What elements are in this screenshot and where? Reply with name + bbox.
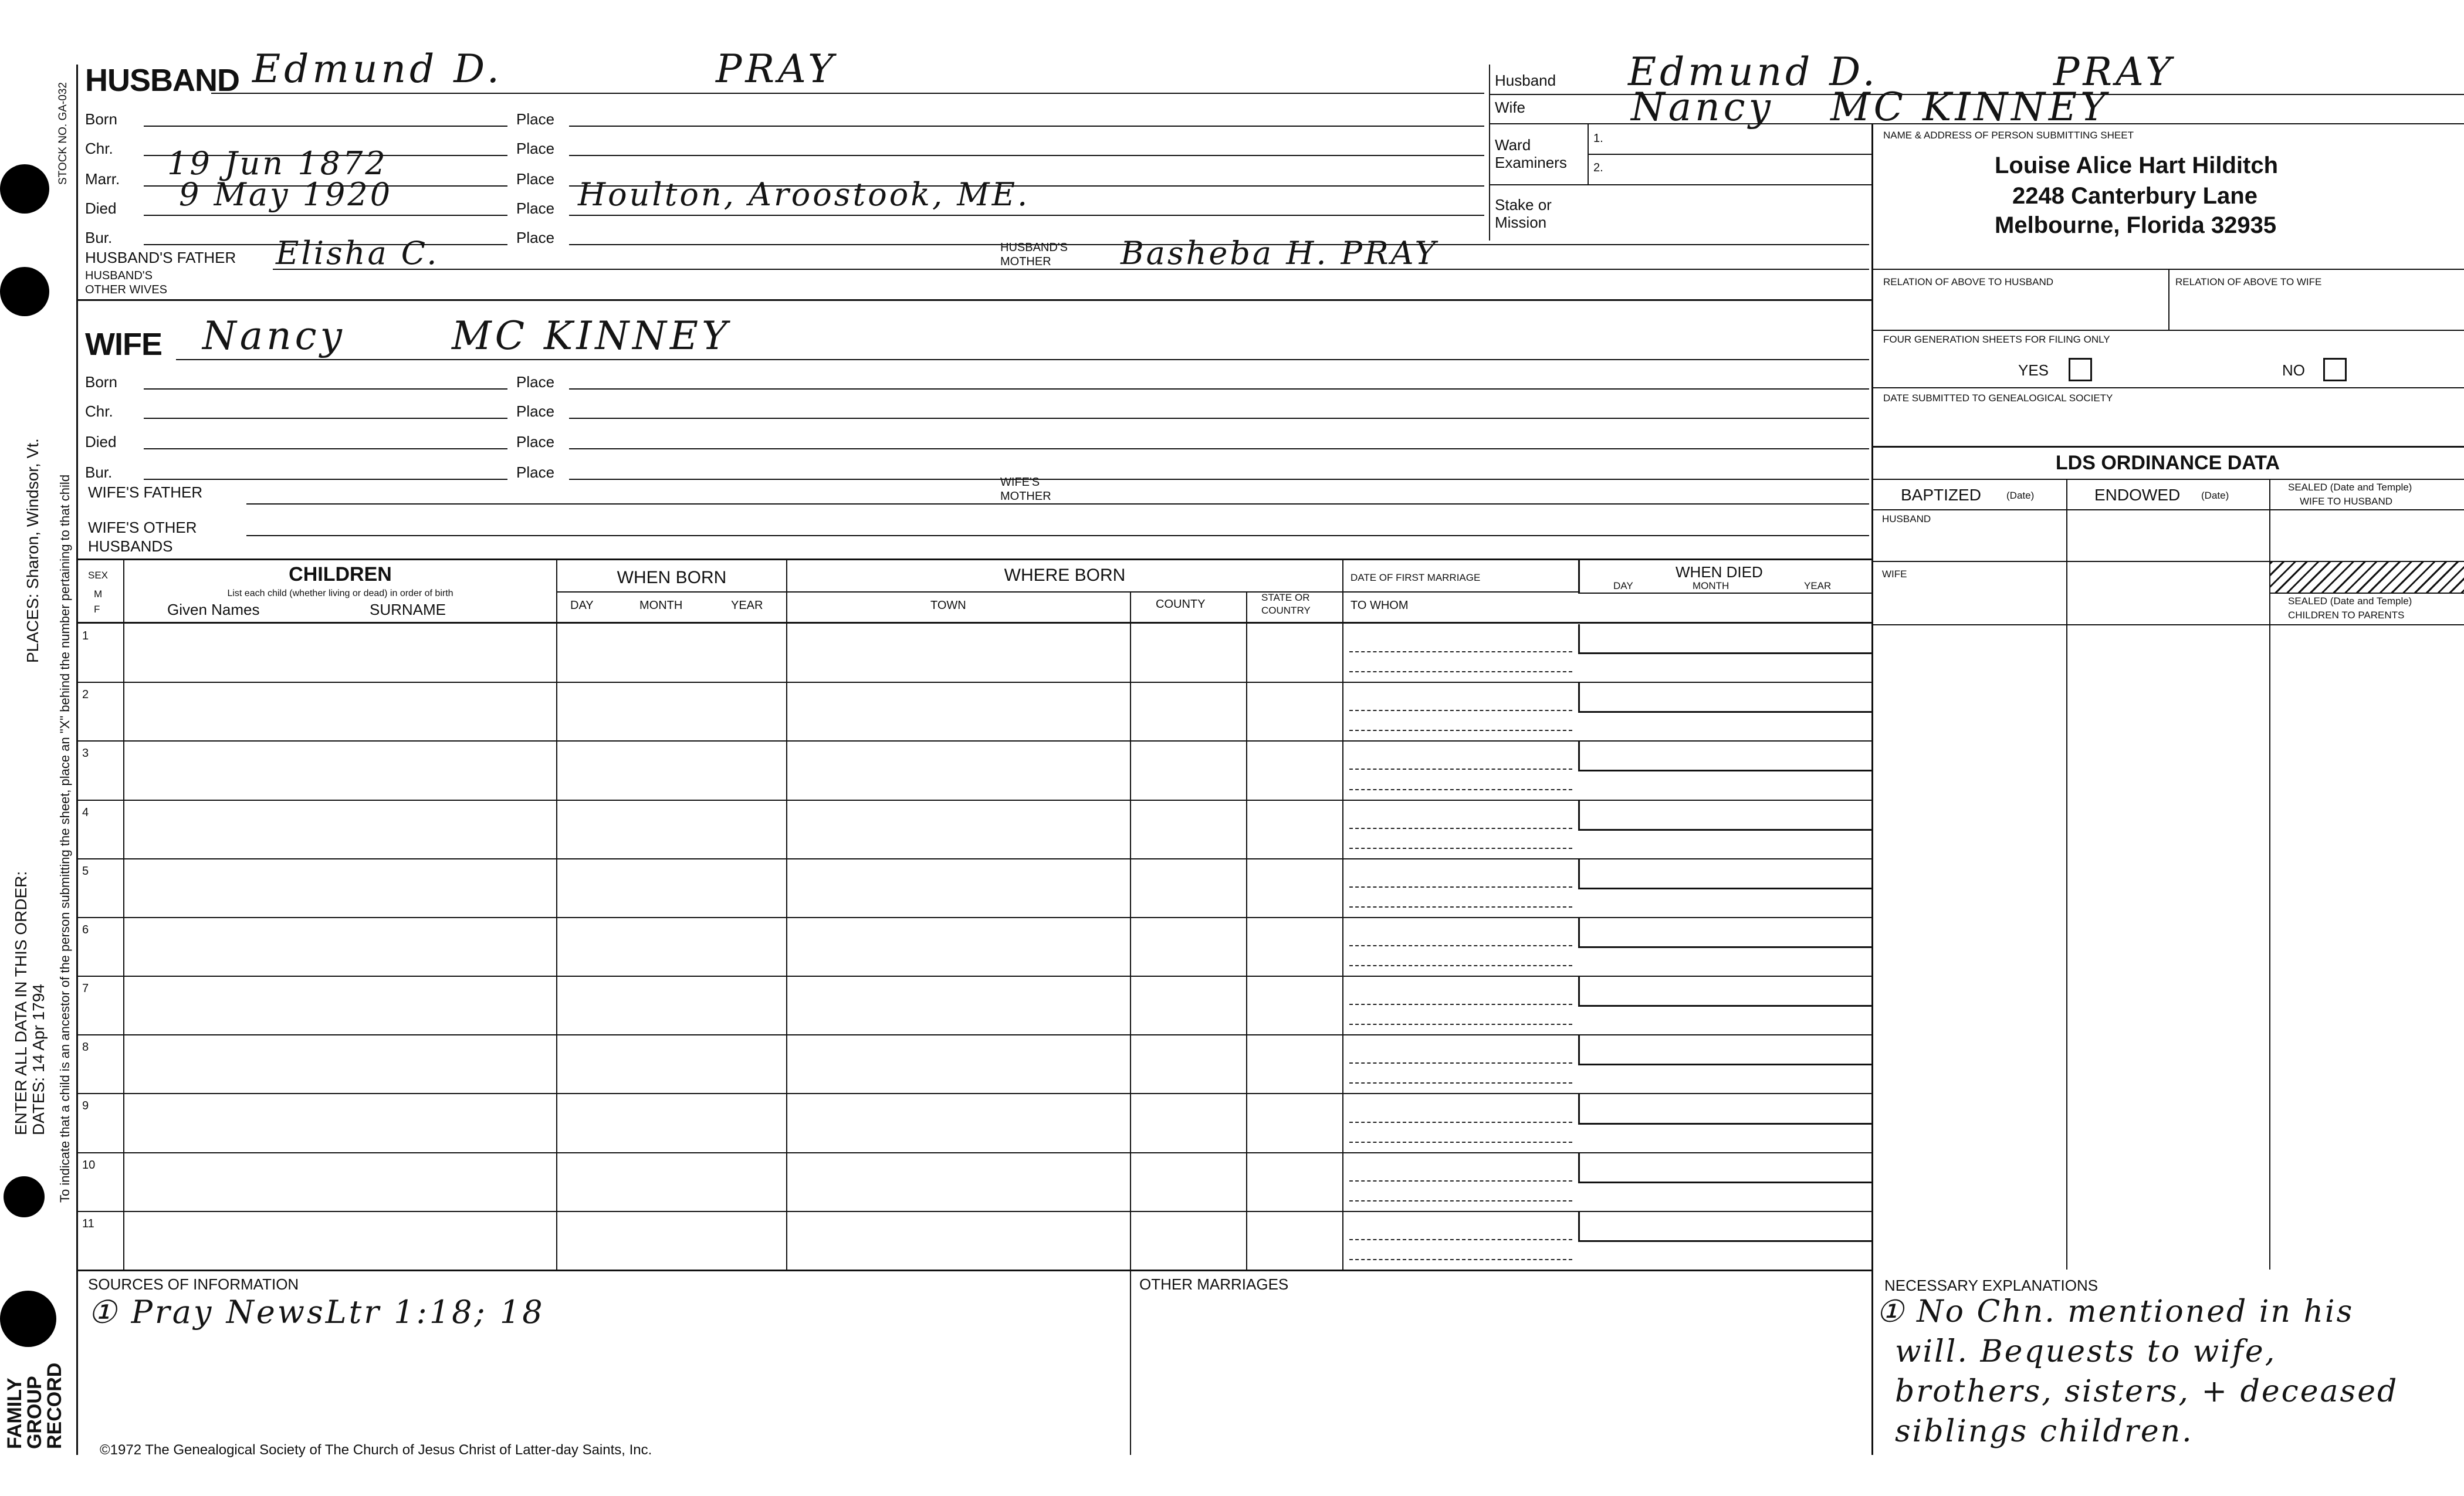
- lds-hatch-line: [2269, 593, 2464, 594]
- col-marriage-right: [1578, 560, 1580, 594]
- to-whom-dash: [1349, 965, 1572, 966]
- marriage-date-dash: [1349, 651, 1572, 652]
- lds-header-line: [1871, 509, 2464, 510]
- submitter-street: 2248 Canterbury Lane: [2012, 183, 2257, 209]
- when-died-cell: [1578, 918, 1873, 948]
- husband-marr-place-label: Place: [516, 170, 555, 188]
- marriage-date-dash: [1349, 1062, 1572, 1064]
- marriage-date-dash: [1349, 769, 1572, 770]
- ward-bottom-line: [1489, 184, 1871, 185]
- lds-title-line: [1871, 479, 2464, 480]
- side-note-dates: DATES: 14 Apr 1794: [29, 984, 48, 1135]
- stake-label-1: Stake or: [1495, 196, 1552, 214]
- date-submitted-bottom-line: [1871, 446, 2464, 448]
- husband-chr-place-label: Place: [516, 140, 555, 157]
- wife-born-label: Born: [85, 373, 117, 391]
- when-died-cell: [1578, 1035, 1873, 1065]
- tr-wife-given: Nancy: [1631, 84, 1774, 130]
- to-whom-dash: [1349, 906, 1572, 908]
- when-died-cell: [1578, 624, 1873, 654]
- husband-bur-place-label: Place: [516, 229, 555, 246]
- lds-hatch: [2270, 562, 2464, 593]
- when-died-cell: [1578, 1153, 1873, 1183]
- child-row-number: 5: [82, 864, 89, 878]
- four-gen-bottom-line: [1871, 387, 2464, 388]
- state-header-1: STATE OR: [1261, 592, 1310, 603]
- child-row-number: 6: [82, 923, 89, 936]
- wife-bur-place-label: Place: [516, 463, 555, 481]
- form-title-line-2: GROUP: [23, 1376, 46, 1449]
- relation-husband-label: RELATION OF ABOVE TO HUSBAND: [1883, 276, 2054, 287]
- marriage-date-dash: [1349, 1239, 1572, 1240]
- husband-born-label: Born: [85, 110, 117, 128]
- town-header: TOWN: [930, 599, 966, 612]
- examiner-1-number: 1.: [1593, 132, 1603, 145]
- wife-other-husbands-label-1: WIFE'S OTHER: [88, 519, 197, 536]
- when-died-cell: [1578, 1094, 1873, 1124]
- wife-heading: WIFE: [85, 327, 162, 362]
- col-sex-right: [123, 560, 124, 1270]
- wife-chr-place-label: Place: [516, 402, 555, 420]
- col-state-right: [1342, 560, 1343, 1270]
- when-died-cell: [1578, 859, 1873, 889]
- col-town-right: [1130, 591, 1131, 1270]
- submitter-city: Melbourne, Florida 32935: [1995, 212, 2277, 238]
- sealed-wh-label-1: SEALED (Date and Temple): [2288, 482, 2412, 493]
- wife-born-place-label: Place: [516, 373, 555, 391]
- sealed-cp-label-2: CHILDREN TO PARENTS: [2288, 610, 2405, 621]
- husband-marr-label: Marr.: [85, 170, 120, 188]
- form-title-line-3: RECORD: [43, 1362, 66, 1449]
- wife-bur-place-line: [569, 479, 1869, 480]
- children-title: CHILDREN: [289, 563, 392, 585]
- wife-died-place-label: Place: [516, 433, 555, 451]
- husband-other-wives-label-1: HUSBAND'S: [85, 269, 153, 282]
- husband-died-place-line: [569, 215, 1484, 216]
- sex-f-label: F: [94, 604, 100, 615]
- month-header: MONTH: [639, 599, 683, 612]
- sex-label: SEX: [88, 570, 109, 581]
- when-died-cell: [1578, 977, 1873, 1007]
- husband-died-place: Houlton, Aroostook, ME.: [578, 176, 1030, 213]
- marriage-date-dash: [1349, 1180, 1572, 1182]
- tr-wife-label: Wife: [1495, 99, 1525, 116]
- wife-mother-label-2: MOTHER: [1000, 490, 1051, 503]
- first-marriage-header: DATE OF FIRST MARRIAGE: [1351, 572, 1481, 583]
- submitter-label: NAME & ADDRESS OF PERSON SUBMITTING SHEET: [1883, 130, 2134, 141]
- child-row-number: 1: [82, 629, 89, 642]
- wife-name-line: [176, 359, 1869, 360]
- endowed-date-label: (Date): [2201, 490, 2229, 501]
- husband-mother-label-1: HUSBAND'S: [1000, 241, 1068, 254]
- ward-label: Ward: [1495, 136, 1531, 154]
- wife-died-label: Died: [85, 433, 117, 451]
- col-county-right: [1246, 591, 1247, 1270]
- husband-heading: HUSBAND: [85, 63, 239, 98]
- husband-other-wives-label-2: OTHER WIVES: [85, 283, 168, 296]
- husband-section-bottom: [76, 299, 1871, 301]
- explanation-line-3: brothers, sisters, + deceased: [1895, 1374, 2399, 1409]
- endowed-label: ENDOWED: [2094, 486, 2181, 504]
- baptized-label: BAPTIZED: [1901, 486, 1981, 504]
- husband-born-place-label: Place: [516, 110, 555, 128]
- relation-bottom-line: [1871, 330, 2464, 331]
- lds-col-1: [2066, 479, 2067, 1270]
- husband-died-date: 9 May 1920: [179, 176, 393, 213]
- examiner-2-number: 2.: [1593, 161, 1603, 174]
- wife-chr-line: [144, 418, 507, 419]
- relation-divider: [2168, 269, 2169, 330]
- tr-husband-surname: PRAY: [2053, 49, 2175, 94]
- year-header: YEAR: [731, 599, 763, 612]
- sex-m-label: M: [94, 588, 103, 600]
- wife-bur-label: Bur.: [85, 463, 113, 481]
- to-whom-dash: [1349, 671, 1572, 672]
- submitter-bottom-line: [1871, 269, 2464, 270]
- where-born-header: WHERE BORN: [1004, 566, 1126, 585]
- to-whom-dash: [1349, 848, 1572, 849]
- left-border: [76, 65, 78, 1455]
- husband-surname: PRAY: [716, 46, 837, 92]
- when-born-subline: [556, 591, 1578, 593]
- child-row-number: 11: [82, 1217, 94, 1230]
- col-children-right: [556, 560, 557, 1270]
- to-whom-dash: [1349, 1024, 1572, 1025]
- tr-wife-surname: MC KINNEY: [1830, 84, 2110, 130]
- to-whom-dash: [1349, 1082, 1572, 1084]
- child-row-number: 2: [82, 688, 89, 702]
- yes-label: YES: [2018, 361, 2049, 379]
- marriage-date-dash: [1349, 945, 1572, 946]
- tr-husband-label: Husband: [1495, 72, 1556, 89]
- husband-mother-label-2: MOTHER: [1000, 255, 1051, 268]
- other-marriages-label: OTHER MARRIAGES: [1139, 1275, 1289, 1293]
- wife-born-place-line: [569, 388, 1869, 390]
- child-row-number: 7: [82, 982, 89, 996]
- binder-hole-1: [0, 164, 49, 214]
- husband-marr-date: 19 Jun 1872: [167, 145, 388, 182]
- wife-section-bottom: [76, 559, 1871, 560]
- when-born-header: WHEN BORN: [617, 568, 727, 587]
- husband-bur-label: Bur.: [85, 229, 113, 246]
- day-header: DAY: [570, 599, 594, 612]
- submitter-name: Louise Alice Hart Hilditch: [1995, 153, 2279, 178]
- col-whenborn-right: [786, 560, 787, 1270]
- wife-father-label: WIFE'S FATHER: [88, 483, 203, 501]
- lds-title: LDS ORDINANCE DATA: [2055, 452, 2280, 474]
- to-whom-dash: [1349, 730, 1572, 731]
- marriage-date-dash: [1349, 886, 1572, 888]
- died-day-header: DAY: [1613, 580, 1633, 591]
- side-note-indicate: To indicate that a child is an ancestor of the person submitting the sheet, place an "X" behind the number pertaining to that child: [57, 474, 72, 1203]
- husband-born-place-line: [569, 126, 1484, 127]
- surname-header: SURNAME: [370, 601, 446, 618]
- sources-text: ① Pray NewsLtr 1:18; 18: [88, 1294, 545, 1331]
- right-section-divider: [1871, 123, 1873, 1455]
- four-gen-label: FOUR GENERATION SHEETS FOR FILING ONLY: [1883, 334, 2110, 345]
- when-died-cell: [1578, 683, 1873, 713]
- wife-bur-line: [144, 479, 507, 480]
- to-whom-dash: [1349, 789, 1572, 790]
- wife-other-husbands-line: [246, 535, 1869, 536]
- marriage-date-dash: [1349, 710, 1572, 711]
- died-month-header: MONTH: [1693, 580, 1729, 591]
- examiner-divider: [1588, 154, 1871, 155]
- sealed-cp-label-1: SEALED (Date and Temple): [2288, 595, 2412, 607]
- stock-number: STOCK NO. GA-032: [57, 82, 69, 185]
- husband-chr-label: Chr.: [85, 140, 113, 157]
- binder-hole-4: [0, 1291, 56, 1347]
- state-header-2: COUNTRY: [1261, 605, 1311, 616]
- child-row-number: 3: [82, 747, 89, 760]
- marriage-date-dash: [1349, 1004, 1572, 1005]
- marriage-date-dash: [1349, 1122, 1572, 1123]
- when-died-subline: [1578, 593, 1871, 594]
- child-row-number: 10: [82, 1158, 96, 1172]
- husband-mother: Basheba H. PRAY: [1121, 235, 1439, 272]
- husband-given-name: Edmund D.: [252, 46, 503, 92]
- lds-wife-line: [1871, 624, 2464, 625]
- wife-given-name: Nancy: [202, 313, 346, 358]
- explanation-line-1: ① No Chn. mentioned in his: [1876, 1294, 2354, 1329]
- lds-col-2: [2269, 479, 2270, 1270]
- wife-surname: MC KINNEY: [452, 313, 731, 358]
- relation-wife-label: RELATION OF ABOVE TO WIFE: [2175, 276, 2322, 287]
- husband-name-line: [211, 93, 1484, 94]
- husband-father-line: [273, 269, 1869, 270]
- husband-died-place-label: Place: [516, 199, 555, 217]
- top-right-divider: [1489, 65, 1490, 241]
- wife-died-line: [144, 448, 507, 449]
- wife-chr-place-line: [569, 418, 1869, 419]
- lds-wife-label: WIFE: [1882, 568, 1907, 580]
- tr-husband-given: Edmund D.: [1628, 49, 1879, 94]
- sealed-wh-label-2: WIFE TO HUSBAND: [2300, 496, 2393, 507]
- explanation-line-2: will. Bequests to wife,: [1895, 1334, 2277, 1369]
- husband-died-label: Died: [85, 199, 117, 217]
- county-header: COUNTY: [1156, 598, 1206, 611]
- wife-born-line: [144, 388, 507, 390]
- when-died-header: WHEN DIED: [1676, 563, 1763, 581]
- binder-hole-3: [4, 1176, 45, 1217]
- yes-checkbox[interactable]: [2069, 358, 2092, 381]
- tr-wife-line: [1489, 123, 2464, 124]
- copyright: ©1972 The Genealogical Society of The Church of Jesus Christ of Latter-day Saints, Inc.: [100, 1442, 652, 1458]
- stake-label-2: Mission: [1495, 214, 1547, 231]
- child-row-number: 8: [82, 1041, 89, 1054]
- side-note-enter-order: ENTER ALL DATA IN THIS ORDER:: [12, 871, 30, 1135]
- binder-hole-2: [0, 267, 49, 316]
- died-year-header: YEAR: [1804, 580, 1832, 591]
- explanation-line-4: siblings children.: [1895, 1414, 2194, 1449]
- wife-father-line: [246, 503, 1869, 505]
- no-checkbox[interactable]: [2323, 358, 2347, 381]
- sources-label: SOURCES OF INFORMATION: [88, 1275, 299, 1293]
- husband-father-label: HUSBAND'S FATHER: [85, 249, 236, 266]
- lds-husband-label: HUSBAND: [1882, 513, 1931, 524]
- husband-chr-place-line: [569, 155, 1484, 156]
- child-row-number: 4: [82, 805, 89, 819]
- wife-mother-label-1: WIFE'S: [1000, 476, 1040, 489]
- no-label: NO: [2282, 361, 2305, 379]
- to-whom-dash: [1349, 1200, 1572, 1201]
- child-row-number: 9: [82, 1099, 89, 1113]
- wife-chr-label: Chr.: [85, 402, 113, 420]
- to-whom-header: TO WHOM: [1351, 599, 1409, 612]
- marriage-date-dash: [1349, 828, 1572, 829]
- when-died-cell: [1578, 801, 1873, 831]
- wife-other-husbands-label-2: HUSBANDS: [88, 537, 173, 555]
- form-title-line-1: FAMILY: [4, 1377, 26, 1449]
- baptized-date-label: (Date): [2006, 490, 2035, 501]
- children-table-bottom: [76, 1270, 1871, 1271]
- date-submitted-label: DATE SUBMITTED TO GENEALOGICAL SOCIETY: [1883, 392, 2113, 404]
- to-whom-dash: [1349, 1142, 1572, 1143]
- side-note-places: PLACES: Sharon, Windsor, Vt.: [23, 438, 42, 663]
- when-died-cell: [1578, 742, 1873, 771]
- husband-died-line: [144, 215, 507, 216]
- husband-born-line: [144, 126, 507, 127]
- explanations-label: NECESSARY EXPLANATIONS: [1884, 1277, 2099, 1294]
- footer-divider: [1130, 1270, 1131, 1455]
- examiners-label: Examiners: [1495, 154, 1567, 171]
- children-note: List each child (whether living or dead) in order of birth: [227, 588, 453, 598]
- husband-father: Elisha C.: [276, 235, 439, 272]
- to-whom-dash: [1349, 1259, 1572, 1260]
- given-names-header: Given Names: [167, 601, 260, 618]
- children-header-bottom: [76, 622, 1871, 624]
- when-died-cell: [1578, 1212, 1873, 1242]
- wife-died-place-line: [569, 448, 1869, 449]
